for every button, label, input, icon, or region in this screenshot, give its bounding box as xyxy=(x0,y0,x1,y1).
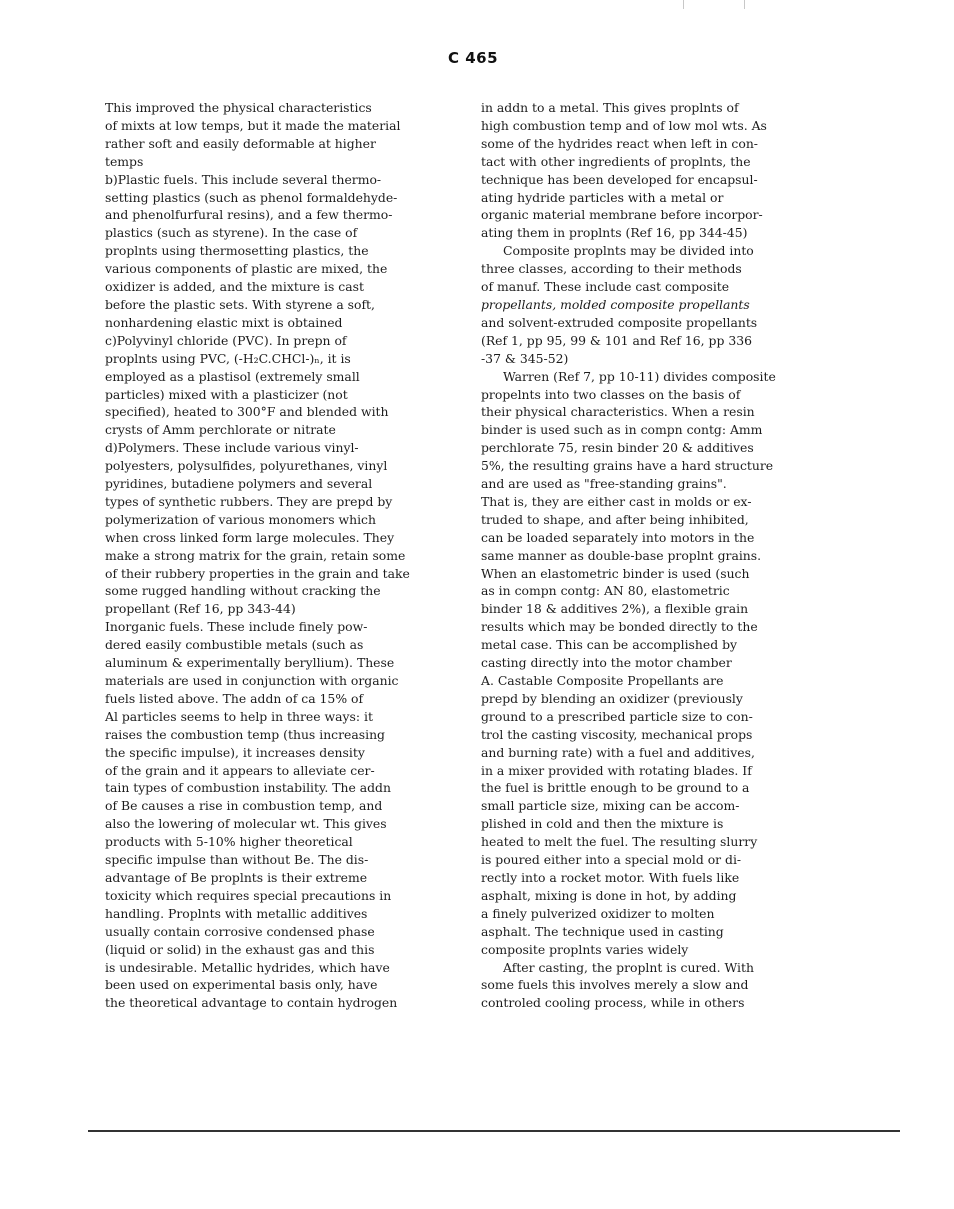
text-line: technique has been developed for encapsul- xyxy=(481,171,758,187)
scan-mark xyxy=(744,0,745,9)
text-line: crysts of Amm perchlorate or nitrate xyxy=(105,422,336,438)
text-line: of Be causes a rise in combustion temp, and xyxy=(105,798,383,814)
text-line: metal case. This can be accomplished by xyxy=(481,637,738,653)
text-line: the theoretical advantage to contain hydrogen xyxy=(105,995,398,1011)
text-line: materials are used in conjunction with organic xyxy=(105,673,399,688)
text-line: three classes, according to their methods xyxy=(481,261,742,277)
text-line: when cross linked form large molecules. They xyxy=(105,529,395,545)
text-line: their physical characteristics. When a resin xyxy=(481,404,755,420)
text-line: employed as a plastisol (extremely small xyxy=(105,368,360,384)
text-line: aluminum & experimentally beryllium). These xyxy=(105,655,395,671)
text-line: truded to shape, and after being inhibited, xyxy=(481,511,749,527)
text-line: rather soft and easily deformable at higher xyxy=(105,135,376,151)
text-line: Al particles seems to help in three ways: it xyxy=(105,708,373,724)
text-line: specific impulse than without Be. The dis- xyxy=(105,852,369,868)
text-line: proplnts using PVC, (-H₂C.CHCl-)ₙ, it is xyxy=(105,350,351,366)
text-line: ating them in proplnts (Ref 16, pp 344-45) xyxy=(481,225,748,241)
text-line: temps xyxy=(105,153,144,169)
text-line: some of the hydrides react when left in con- xyxy=(481,135,758,151)
text-line: After casting, the proplnt is cured. With xyxy=(503,959,754,975)
text-line: of manuf. These include cast composite xyxy=(481,279,730,295)
text-line: proplnts using thermosetting plastics, the xyxy=(105,243,369,259)
text-line: and phenolfurfural resins), and a few thermo- xyxy=(105,207,393,223)
text-line: This improved the physical characteristics xyxy=(105,100,372,115)
footer-rule xyxy=(88,1130,900,1132)
text-line: handling. Proplnts with metallic additives xyxy=(105,905,368,921)
text-line: and burning rate) with a fuel and additives, xyxy=(481,744,755,760)
text-line: and solvent-extruded composite propellants xyxy=(481,314,758,330)
text-line: a finely pulverized oxidizer to molten xyxy=(481,905,715,921)
text-line: Warren (Ref 7, pp 10-11) divides composite xyxy=(503,368,776,384)
right-text-column xyxy=(481,99,801,1012)
page-number: C 465 xyxy=(448,49,499,67)
text-line: some rugged handling without cracking the xyxy=(105,583,381,599)
text-line: nonhardening elastic mixt is obtained xyxy=(105,314,343,330)
text-line: and are used as "free-standing grains". xyxy=(481,476,727,492)
text-line: fuels listed above. The addn of ca 15% of xyxy=(105,690,364,706)
text-line: make a strong matrix for the grain, retain some xyxy=(105,547,406,563)
text-line: 5%, the resulting grains have a hard structure xyxy=(481,458,774,474)
text-line: been used on experimental basis only, have xyxy=(105,977,378,993)
text-line: When an elastometric binder is used (such xyxy=(481,565,750,581)
text-line: propelnts into two classes on the basis of xyxy=(481,386,741,402)
text-line: plished in cold and then the mixture is xyxy=(481,816,724,832)
text-line: c)Polyvinyl chloride (PVC). In prepn of xyxy=(105,332,347,348)
text-line: asphalt, mixing is done in hot, by adding xyxy=(481,887,737,903)
text-line: casting directly into the motor chamber xyxy=(481,655,732,671)
text-line: ground to a prescribed particle size to con- xyxy=(481,708,753,724)
text-line: of mixts at low temps, but it made the material xyxy=(105,117,401,133)
text-line: That is, they are either cast in molds or ex- xyxy=(481,493,752,509)
text-line: specified), heated to 300°F and blended with xyxy=(105,404,389,420)
text-line: (Ref 1, pp 95, 99 & 101 and Ref 16, pp 336 xyxy=(481,332,753,348)
text-line: binder is used such as in compn contg: Amm xyxy=(481,422,763,438)
text-line: dered easily combustible metals (such as xyxy=(105,637,364,653)
text-line: toxicity which requires special precautions in xyxy=(105,887,392,903)
text-line: can be loaded separately into motors in the xyxy=(481,529,755,545)
text-line: Composite proplnts may be divided into xyxy=(503,243,754,259)
text-line: tact with other ingredients of proplnts, the xyxy=(481,153,751,169)
text-line: polymerization of various monomers which xyxy=(105,511,376,527)
text-line: setting plastics (such as phenol formaldehyde- xyxy=(105,189,398,205)
text-line: of their rubbery properties in the grain and take xyxy=(105,565,410,581)
text-line: results which may be bonded directly to the xyxy=(481,619,758,635)
text-line: composite proplnts varies widely xyxy=(481,941,689,957)
text-line: trol the casting viscosity, mechanical props xyxy=(481,726,753,742)
text-line: in addn to a metal. This gives proplnts of xyxy=(481,100,739,115)
text-line: as in compn contg: AN 80, elastometric xyxy=(481,583,730,599)
text-line: -37 & 345-52) xyxy=(481,350,569,366)
text-line: the specific impulse), it increases density xyxy=(105,744,365,760)
text-line: advantage of Be proplnts is their extreme xyxy=(105,869,368,885)
text-line: is poured either into a special mold or di- xyxy=(481,852,742,868)
text-line: same manner as double-base proplnt grains. xyxy=(481,547,762,563)
text-line: perchlorate 75, resin binder 20 & additives xyxy=(481,440,754,456)
text-line: propellant (Ref 16, pp 343-44) xyxy=(105,601,296,617)
text-line: A. Castable Composite Propellants are xyxy=(481,673,724,688)
text-line: plastics (such as styrene). In the case of xyxy=(105,225,358,241)
text-line: d)Polymers. These include various vinyl- xyxy=(105,440,359,456)
text-line: products with 5-10% higher theoretical xyxy=(105,834,353,850)
text-line: propellants, molded composite propellants xyxy=(481,296,750,312)
text-line: binder 18 & additives 2%), a flexible grain xyxy=(481,601,749,617)
text-line: raises the combustion temp (thus increasing xyxy=(105,726,385,742)
text-line: asphalt. The technique used in casting xyxy=(481,923,724,939)
text-line: is undesirable. Metallic hydrides, which have xyxy=(105,959,390,975)
text-line: of the grain and it appears to alleviate cer- xyxy=(105,762,375,778)
text-line: ating hydride particles with a metal or xyxy=(481,189,724,205)
text-line: before the plastic sets. With styrene a soft, xyxy=(105,296,375,312)
text-line: particles) mixed with a plasticizer (not xyxy=(105,386,348,402)
text-line: Inorganic fuels. These include finely pow- xyxy=(105,619,368,635)
text-line: controled cooling process, while in others xyxy=(481,995,745,1011)
text-line: oxidizer is added, and the mixture is cast xyxy=(105,279,364,295)
text-line: usually contain corrosive condensed phase xyxy=(105,923,375,939)
text-line: rectly into a rocket motor. With fuels like xyxy=(481,869,740,885)
text-line: some fuels this involves merely a slow and xyxy=(481,977,749,993)
text-line: prepd by blending an oxidizer (previously xyxy=(481,690,743,706)
text-line: also the lowering of molecular wt. This gives xyxy=(105,816,387,832)
text-line: small particle size, mixing can be accom- xyxy=(481,798,740,814)
text-line: polyesters, polysulfides, polyurethanes, vinyl xyxy=(105,458,388,474)
text-line: (liquid or solid) in the exhaust gas and this xyxy=(105,941,375,957)
text-line: the fuel is brittle enough to be ground to a xyxy=(481,780,750,796)
text-line: organic material membrane before incorpor- xyxy=(481,207,763,223)
text-line: types of synthetic rubbers. They are prepd by xyxy=(105,493,393,509)
text-line: various components of plastic are mixed, the xyxy=(105,261,388,277)
text-line: pyridines, butadiene polymers and several xyxy=(105,476,373,492)
text-line: b)Plastic fuels. This include several thermo- xyxy=(105,171,382,187)
left-text-column xyxy=(105,99,440,1012)
text-line: high combustion temp and of low mol wts. As xyxy=(481,117,767,133)
text-line: in a mixer provided with rotating blades. If xyxy=(481,762,752,778)
text-line: heated to melt the fuel. The resulting slurry xyxy=(481,834,758,850)
scan-mark xyxy=(683,0,684,9)
text-line: tain types of combustion instability. The addn xyxy=(105,780,391,796)
